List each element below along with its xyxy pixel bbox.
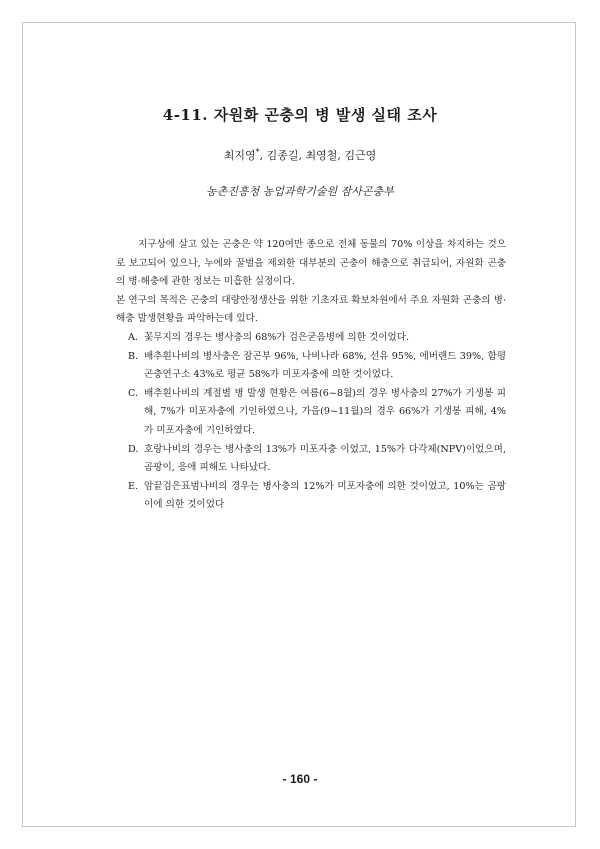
finding-marker: C. bbox=[128, 387, 139, 399]
finding-item bbox=[116, 385, 506, 441]
page-title: 4-11. 자원화 곤충의 병 발생 실태 조사 bbox=[162, 106, 438, 124]
findings-list bbox=[116, 329, 506, 515]
objective-paragraph: 본 연구의 목적은 곤충의 대량안정생산을 위한 기초자료 확보차원에서 주요 자원화 곤충의 병·해충 발생현황을 파악하는데 있다. bbox=[116, 294, 506, 325]
finding-text: 배추흰나비의 계절별 병 발생 현황은 여름(6~8월)의 경우 병사충의 27%가 기생봉 피해, 7%가 미포자충에 기인하였으나, 가을(9~11월)의 경우 66%가 기생봉 피해, 4%가 미포자충에 기인하였다. bbox=[144, 387, 506, 436]
finding-marker: B. bbox=[128, 350, 139, 362]
first-author: 최지영 bbox=[223, 149, 256, 162]
finding-text: 암끝검은표범나비의 경우는 병사충의 12%가 미포자충에 의한 것이었고, 10%는 곰팡이에 의한 것이었다 bbox=[144, 480, 506, 511]
author-list bbox=[0, 147, 600, 163]
finding-marker: D. bbox=[128, 443, 139, 455]
finding-item bbox=[116, 478, 506, 515]
finding-item bbox=[116, 441, 506, 478]
finding-text: 배추흰나비의 병사충은 잠곤부 96%, 나비나라 68%, 선유 95%, 에버랜드 39%, 함평곤충연구소 43%로 평균 58%가 미포자충에 의한 것이었다. bbox=[144, 350, 506, 381]
body-text bbox=[116, 236, 506, 515]
finding-item bbox=[116, 348, 506, 385]
finding-text: 꽃무지의 경우는 병사충의 68%가 검은굳음병에 의한 것이었다. bbox=[144, 331, 410, 343]
corresponding-author-mark: * bbox=[255, 147, 260, 157]
page-number: - 160 - bbox=[282, 772, 318, 786]
finding-marker: A. bbox=[128, 331, 138, 343]
intro-paragraph: 지구상에 살고 있는 곤충은 약 120여만 종으로 전체 동물의 70% 이상을 차지하는 것으로 보고되어 있으나, 누에와 꿀벌을 제외한 대부분의 곤충이 해충으로 취급되어, 자원화 곤충의 병·해충에 관한 정보는 미흡한 실정이다. bbox=[116, 239, 506, 288]
co-authors: , 김종길, 최영철, 김근영 bbox=[259, 149, 377, 162]
finding-text: 호랑나비의 경우는 병사충의 13%가 미포자충 이었고, 15%가 다각체(NPV)이었으며, 곰팡이, 응애 피해도 나타났다. bbox=[144, 443, 506, 474]
finding-item bbox=[116, 329, 506, 348]
affiliation: 농촌진흥청 농업과학기술원 잠사곤충부 bbox=[206, 185, 394, 198]
finding-marker: E. bbox=[128, 480, 139, 492]
